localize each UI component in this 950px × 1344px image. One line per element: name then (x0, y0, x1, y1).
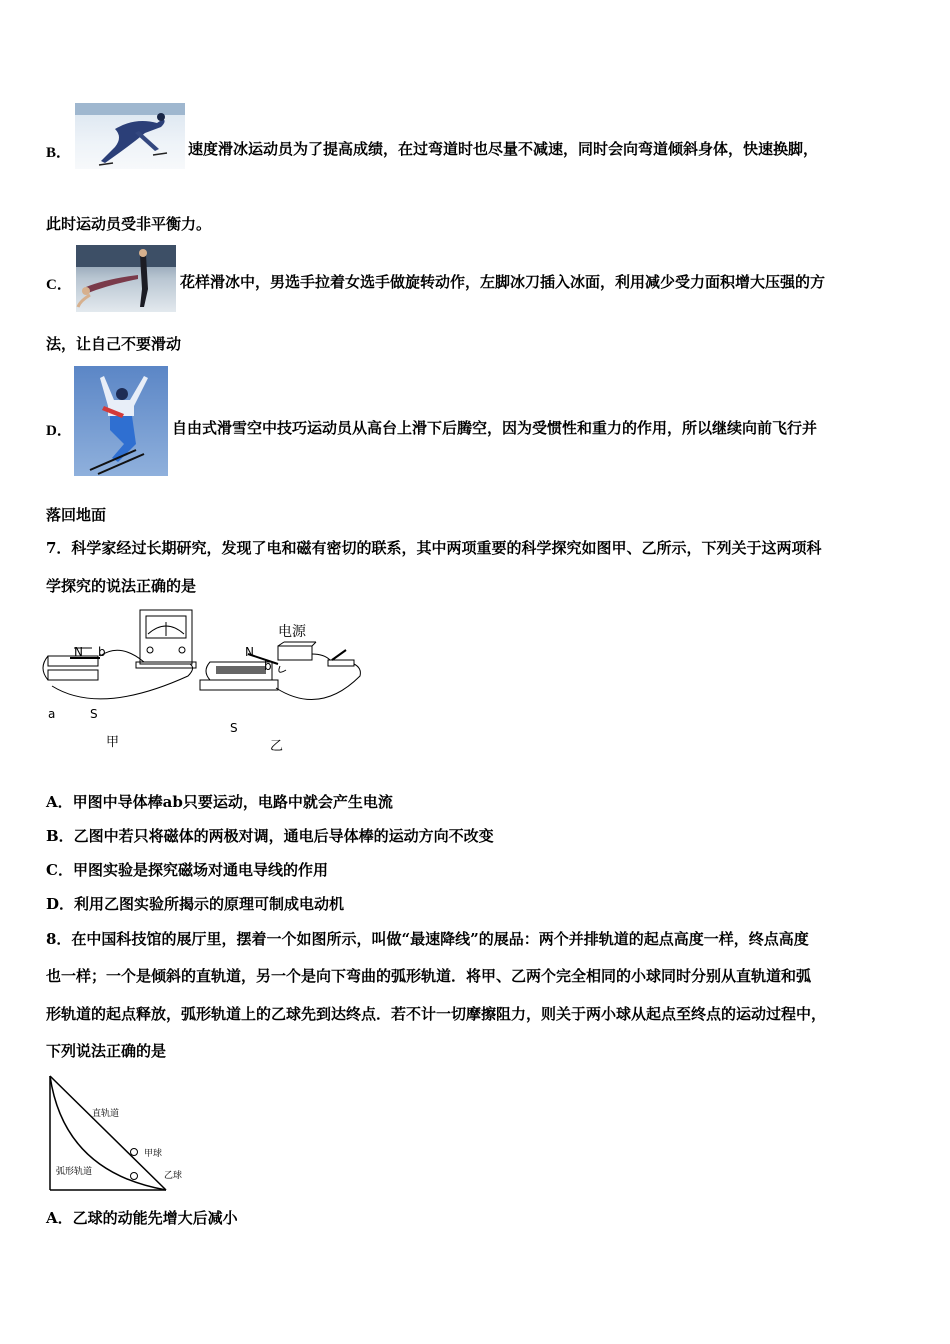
q7-option-d: D．利用乙图实验所揭示的原理可制成电动机 (46, 895, 345, 913)
right-caption: 乙 (270, 739, 284, 754)
right-s-label: S (230, 721, 238, 735)
q8-stem-line3: 形轨道的起点释放，弧形轨道上的乙球先到达终点．若不计一切摩擦阻力，则关于两小球从起点至终点的运动过程中， (46, 1005, 827, 1023)
q7-option-b: B．乙图中若只将磁体的两极对调，通电后导体棒的运动方向不改变 (46, 827, 494, 845)
left-b-label: b (98, 645, 106, 659)
ball-a (131, 1149, 138, 1156)
left-caption: 甲 (106, 735, 120, 750)
option-d-text-continued: 落回地面 (46, 506, 107, 524)
power-source (278, 642, 316, 660)
q8-stem-line1: 8．在中国科技馆的展厅里，摆着一个如图所示，叫做“最速降线”的展品：两个并排轨道的起点高度一样，终点高度 (46, 930, 809, 948)
ball-b (131, 1173, 138, 1180)
ball-b-label: 乙球 (164, 1171, 183, 1181)
q7-stem-line2: 学探究的说法正确的是 (46, 577, 197, 595)
right-n-label: N (245, 645, 254, 659)
option-c-text: 花样滑冰中，男选手拉着女选手做旋转动作，左脚冰刀插入冰面，利用减少受力面积增大压强的方 (180, 273, 826, 291)
left-s-label: S (90, 707, 98, 721)
option-b-letter: B． (46, 145, 72, 161)
power-source-label: 电源 (278, 624, 306, 640)
option-d-letter: D． (46, 423, 72, 439)
q7-option-c: C．甲图实验是探究磁场对通电导线的作用 (46, 861, 328, 879)
straight-track-label: 直轨道 (92, 1109, 120, 1119)
right-b-label: b (264, 659, 272, 673)
magnet-left-diagram (43, 648, 100, 680)
q8-option-a: A．乙球的动能先增大后减小 (46, 1209, 238, 1227)
figure-skating-photo (76, 245, 176, 312)
left-a-label: a (48, 707, 56, 721)
switch (328, 650, 354, 666)
curved-track-label: 弧形轨道 (56, 1167, 93, 1177)
q7-option-a: A．甲图中导体棒ab只要运动，电路中就会产生电流 (46, 793, 393, 811)
option-d-text: 自由式滑雪空中技巧运动员从高台上滑下后腾空，因为受惯性和重力的作用，所以继续向前飞行并 (172, 419, 818, 437)
speed-skating-photo (75, 103, 185, 169)
ball-a-label: 甲球 (144, 1149, 163, 1159)
aerial-skiing-photo (74, 366, 168, 476)
q8-stem-line2: 也一样；一个是倾斜的直轨道，另一个是向下弯曲的弧形轨道．将甲、乙两个完全相同的小球同时分别从直轨道和弧 (46, 967, 812, 985)
left-n-label: N (74, 645, 83, 659)
option-b-text-continued: 此时运动员受非平衡力。 (46, 215, 212, 233)
option-c-text-continued: 法，让自己不要滑动 (46, 335, 182, 353)
q8-figure (44, 1072, 194, 1196)
q7-stem-line1: 7．科学家经过长期研究，发现了电和磁有密切的联系，其中两项重要的科学探究如图甲、乙所示，下列关于这两项科 (46, 539, 822, 557)
option-c-letter: C． (46, 277, 72, 293)
q7-figure (40, 606, 370, 756)
q8-stem-line4: 下列说法正确的是 (46, 1042, 167, 1060)
option-b-text: 速度滑冰运动员为了提高成绩，在过弯道时也尽量不减速，同时会向弯道倾斜身体，快速换脚， (188, 140, 819, 158)
galvanometer (136, 610, 196, 668)
